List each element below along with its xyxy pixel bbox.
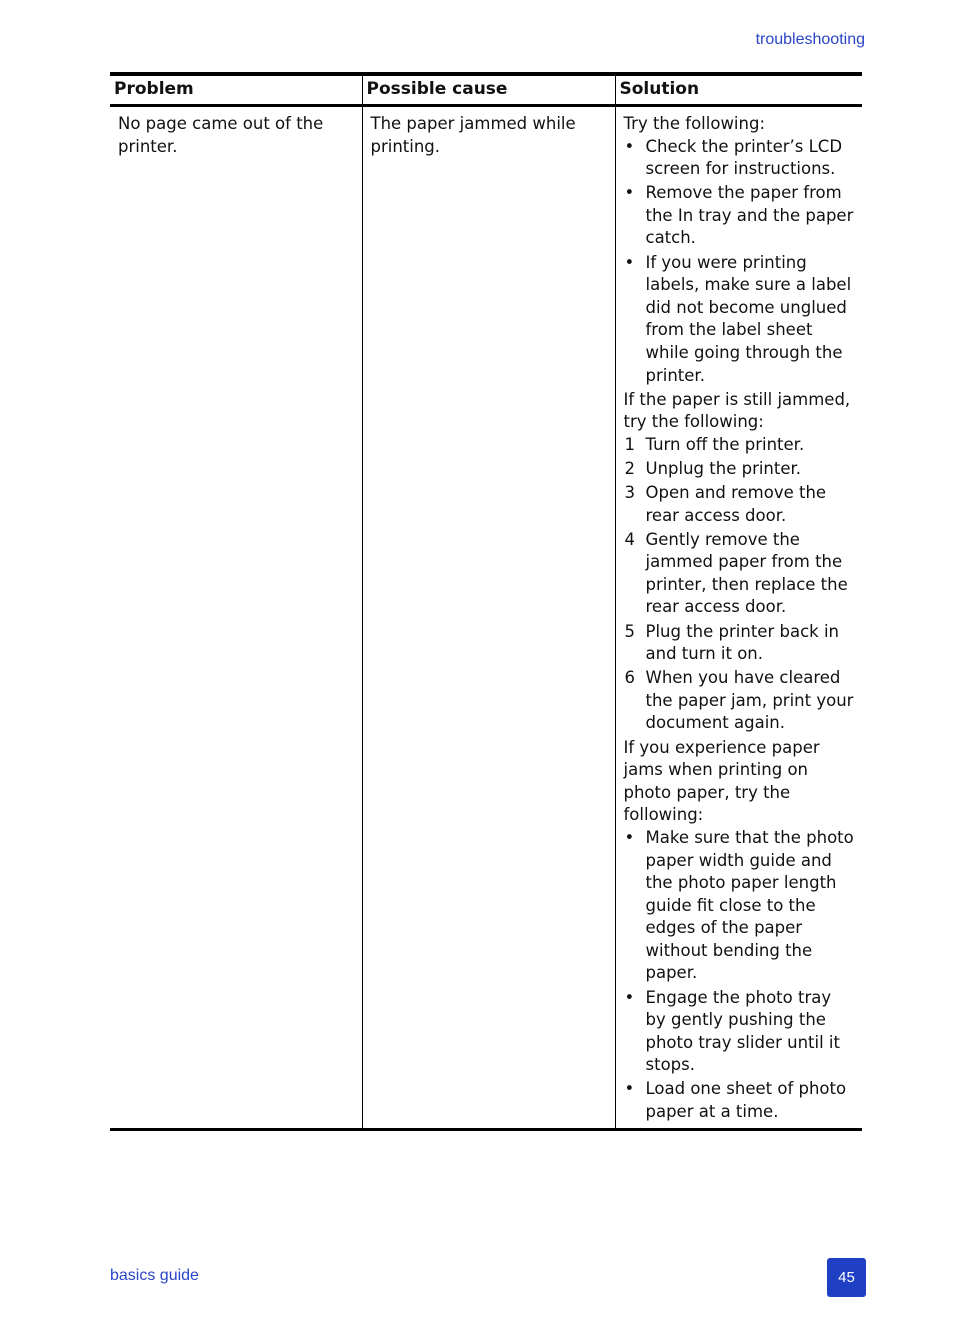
list-item-text: Check the printer’s LCD screen for instructions. bbox=[645, 136, 843, 179]
header-problem: Problem bbox=[114, 79, 194, 99]
solution-paragraph-3: If you experience paper jams when printing on photo paper, try the following: bbox=[623, 737, 820, 825]
step-number: 5 bbox=[624, 621, 635, 641]
step-text: Open and remove the rear access door. bbox=[645, 483, 827, 525]
step-number: 1 bbox=[624, 434, 635, 454]
list-item-text: Make sure that the photo paper width guide and the photo paper length guide fit close to the edges of the paper without bending the paper. bbox=[645, 827, 854, 983]
list-item bbox=[624, 987, 857, 1077]
bullet-marker: • bbox=[624, 987, 635, 1007]
step-text: Turn off the printer. bbox=[645, 434, 805, 454]
solution-step-list bbox=[624, 434, 857, 735]
table-header-row bbox=[110, 74, 862, 106]
header-solution: Solution bbox=[615, 74, 862, 106]
bullet-marker: • bbox=[624, 252, 635, 272]
list-item-text: Load one sheet of photo paper at a time. bbox=[645, 1079, 847, 1122]
solution-bullet-list-1 bbox=[624, 136, 857, 388]
step-item bbox=[624, 458, 857, 481]
list-item-text: Remove the paper from the In tray and the paper catch. bbox=[645, 183, 854, 248]
cause-cell: The paper jammed while printing. bbox=[362, 106, 615, 1130]
list-item bbox=[624, 136, 857, 181]
bullet-marker: • bbox=[624, 136, 635, 156]
list-item-text: If you were printing labels, make sure a label did not become unglued from the label sheet while going through the printer. bbox=[645, 252, 852, 385]
step-item bbox=[624, 482, 857, 527]
page-number-badge bbox=[827, 1258, 866, 1297]
footer-guide-title: basics guide bbox=[110, 1267, 199, 1284]
header-possible-cause: Possible cause bbox=[362, 74, 615, 106]
running-header: troubleshooting bbox=[755, 31, 865, 48]
problem-cell: No page came out of the printer. bbox=[118, 114, 324, 156]
step-item bbox=[624, 621, 857, 666]
step-number: 3 bbox=[624, 483, 635, 502]
solution-intro: Try the following: bbox=[623, 114, 766, 133]
list-item bbox=[624, 1078, 857, 1123]
step-text: Unplug the printer. bbox=[645, 458, 802, 478]
bullet-marker: • bbox=[624, 183, 635, 203]
bullet-marker: • bbox=[624, 1079, 635, 1099]
troubleshooting-table-wrapper bbox=[110, 72, 862, 1131]
list-item bbox=[624, 252, 857, 388]
bullet-marker: • bbox=[624, 827, 635, 847]
step-item bbox=[624, 434, 857, 457]
table-header bbox=[110, 74, 862, 106]
step-text: Gently remove the jammed paper from the printer, then replace the rear access door. bbox=[645, 529, 848, 617]
list-item-text: Engage the photo tray by gently pushing the photo tray slider until it stops. bbox=[645, 987, 840, 1075]
step-item bbox=[624, 529, 857, 619]
table-row bbox=[110, 106, 862, 1130]
list-item bbox=[624, 182, 857, 250]
step-number: 2 bbox=[624, 458, 635, 478]
step-number: 6 bbox=[624, 668, 635, 688]
step-text: Plug the printer back in and turn it on. bbox=[645, 621, 839, 664]
solution-paragraph-2: If the paper is still jammed, try the following: bbox=[623, 389, 851, 432]
step-number: 4 bbox=[624, 529, 635, 549]
step-text: When you have cleared the paper jam, print your document again. bbox=[645, 668, 854, 733]
list-item bbox=[624, 827, 857, 985]
solution-bullet-list-2 bbox=[624, 827, 857, 1124]
solution-cell bbox=[615, 106, 862, 1130]
troubleshooting-table bbox=[110, 72, 862, 1131]
step-item bbox=[624, 667, 857, 735]
page-number: 45 bbox=[838, 1269, 855, 1286]
